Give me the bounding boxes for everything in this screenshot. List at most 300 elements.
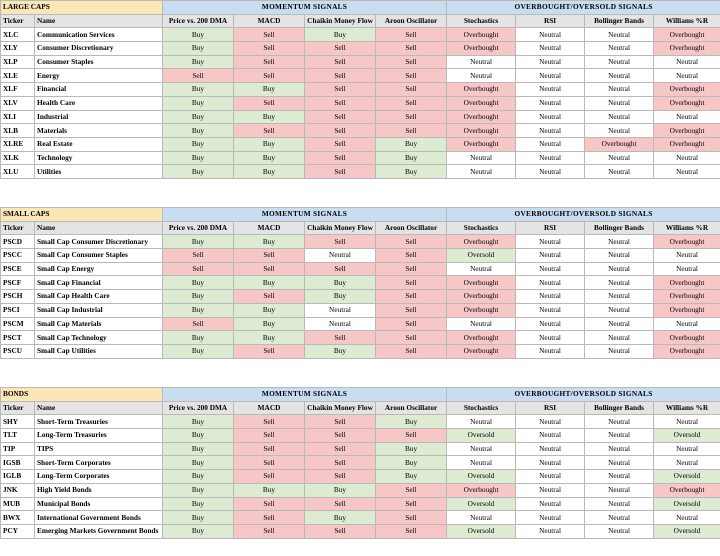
- signal-cell: Neutral: [447, 456, 516, 470]
- name-cell: Small Cap Energy: [35, 262, 163, 276]
- signal-cell: Buy: [163, 42, 234, 56]
- signal-cell: Neutral: [516, 55, 585, 69]
- signal-cell: Buy: [163, 137, 234, 151]
- signal-cell: Neutral: [654, 151, 720, 165]
- signal-cell: Oversold: [654, 470, 720, 484]
- signal-cell: Sell: [376, 344, 447, 358]
- signal-cell: Neutral: [516, 290, 585, 304]
- signal-cell: Neutral: [516, 303, 585, 317]
- signal-cell: Buy: [234, 137, 305, 151]
- signal-column-header: Stochastics: [447, 14, 516, 28]
- signal-cell: Sell: [305, 456, 376, 470]
- name-cell: Consumer Discretionary: [35, 42, 163, 56]
- signal-cell: Sell: [234, 96, 305, 110]
- signal-cell: Sell: [376, 303, 447, 317]
- signal-cell: Sell: [376, 249, 447, 263]
- signal-cell: Buy: [163, 511, 234, 525]
- signal-cell: Overbought: [654, 137, 720, 151]
- momentum-group-header: MOMENTUM SIGNALS: [163, 1, 447, 15]
- signal-cell: Neutral: [585, 429, 654, 443]
- table-row: [1, 42, 720, 56]
- signal-cell: Sell: [376, 511, 447, 525]
- signal-column-header: Stochastics: [447, 401, 516, 415]
- signal-cell: Overbought: [447, 290, 516, 304]
- signal-cell: Oversold: [654, 497, 720, 511]
- signal-cell: Neutral: [654, 456, 720, 470]
- name-cell: TIPS: [35, 442, 163, 456]
- ticker-cell: JNK: [1, 483, 35, 497]
- signal-cell: Sell: [376, 42, 447, 56]
- signal-cell: Buy: [305, 290, 376, 304]
- name-cell: Small Cap Health Care: [35, 290, 163, 304]
- signal-cell: Buy: [163, 55, 234, 69]
- signal-cell: Overbought: [654, 83, 720, 97]
- signal-cell: Sell: [234, 415, 305, 429]
- name-cell: Municipal Bonds: [35, 497, 163, 511]
- signal-cell: Sell: [234, 55, 305, 69]
- signal-cell: Overbought: [447, 331, 516, 345]
- ticker-cell: XLE: [1, 69, 35, 83]
- signal-cell: Overbought: [447, 303, 516, 317]
- signal-cell: Buy: [163, 497, 234, 511]
- signal-cell: Neutral: [516, 497, 585, 511]
- overbought-group-header: OVERBOUGHT/OVERSOLD SIGNALS: [447, 388, 720, 402]
- signal-cell: Sell: [234, 69, 305, 83]
- signal-cell: Neutral: [447, 151, 516, 165]
- signal-cell: Buy: [163, 483, 234, 497]
- overbought-group-header: OVERBOUGHT/OVERSOLD SIGNALS: [447, 208, 720, 222]
- table-row: [1, 235, 720, 249]
- signal-cell: Sell: [376, 69, 447, 83]
- signal-cell: Neutral: [654, 110, 720, 124]
- signal-cell: Oversold: [447, 249, 516, 263]
- signal-cell: Neutral: [516, 442, 585, 456]
- signal-cell: Sell: [305, 137, 376, 151]
- signal-cell: Buy: [234, 276, 305, 290]
- signal-cell: Neutral: [585, 497, 654, 511]
- table-row: [1, 290, 720, 304]
- column-header-row: [1, 14, 720, 28]
- name-cell: Emerging Markets Government Bonds: [35, 524, 163, 538]
- signal-cell: Buy: [234, 331, 305, 345]
- signal-cell: Sell: [234, 497, 305, 511]
- signal-cell: Overbought: [447, 235, 516, 249]
- signal-cell: Neutral: [654, 415, 720, 429]
- ticker-cell: XLI: [1, 110, 35, 124]
- signal-cell: Buy: [163, 344, 234, 358]
- table-row: [1, 151, 720, 165]
- signal-cell: Neutral: [516, 151, 585, 165]
- signal-cell: Sell: [234, 28, 305, 42]
- signal-cell: Neutral: [585, 511, 654, 525]
- name-cell: Materials: [35, 124, 163, 138]
- signal-cell: Neutral: [516, 262, 585, 276]
- ticker-cell: PSCI: [1, 303, 35, 317]
- ticker-cell: XLY: [1, 42, 35, 56]
- table-row: [1, 137, 720, 151]
- signal-cell: Sell: [234, 344, 305, 358]
- table-row: [1, 331, 720, 345]
- signal-cell: Sell: [376, 483, 447, 497]
- table-row: [1, 69, 720, 83]
- signal-cell: Sell: [376, 83, 447, 97]
- signal-cell: Oversold: [447, 429, 516, 443]
- signal-cell: Neutral: [516, 42, 585, 56]
- table-row: [1, 470, 720, 484]
- table-row: [1, 165, 720, 179]
- signal-cell: Neutral: [585, 290, 654, 304]
- signal-cell: Neutral: [516, 137, 585, 151]
- signals-table: [0, 387, 720, 539]
- table-row: [1, 511, 720, 525]
- name-cell: Small Cap Consumer Staples: [35, 249, 163, 263]
- signal-column-header: Bollinger Bands: [585, 14, 654, 28]
- signal-column-header: RSI: [516, 14, 585, 28]
- table-row: [1, 483, 720, 497]
- signal-cell: Neutral: [585, 165, 654, 179]
- signal-cell: Sell: [305, 124, 376, 138]
- signal-cell: Neutral: [585, 69, 654, 83]
- name-cell: Long-Term Corporates: [35, 470, 163, 484]
- signal-cell: Overbought: [447, 483, 516, 497]
- signal-cell: Sell: [305, 524, 376, 538]
- signal-cell: Overbought: [654, 303, 720, 317]
- signal-column-header: Chaikin Money Flow: [305, 401, 376, 415]
- signal-cell: Overbought: [447, 124, 516, 138]
- ticker-column-header: Ticker: [1, 401, 35, 415]
- signal-column-header: Bollinger Bands: [585, 221, 654, 235]
- signal-cell: Oversold: [654, 429, 720, 443]
- signal-cell: Sell: [163, 69, 234, 83]
- signal-cell: Overbought: [447, 344, 516, 358]
- signal-cell: Buy: [305, 511, 376, 525]
- signal-cell: Buy: [163, 124, 234, 138]
- name-column-header: Name: [35, 221, 163, 235]
- signal-cell: Buy: [305, 276, 376, 290]
- signal-cell: Sell: [376, 317, 447, 331]
- signal-cell: Sell: [234, 524, 305, 538]
- name-cell: Long-Term Treasuries: [35, 429, 163, 443]
- signal-cell: Neutral: [585, 276, 654, 290]
- ticker-cell: TLT: [1, 429, 35, 443]
- signal-cell: Neutral: [585, 55, 654, 69]
- signal-cell: Buy: [305, 28, 376, 42]
- signal-cell: Neutral: [516, 96, 585, 110]
- signal-cell: Neutral: [585, 442, 654, 456]
- signal-cell: Sell: [305, 55, 376, 69]
- signal-cell: Neutral: [585, 235, 654, 249]
- signal-cell: Sell: [305, 235, 376, 249]
- ticker-column-header: Ticker: [1, 221, 35, 235]
- signal-cell: Sell: [305, 470, 376, 484]
- signal-cell: Sell: [305, 69, 376, 83]
- signal-cell: Overbought: [654, 42, 720, 56]
- signal-cell: Sell: [376, 96, 447, 110]
- name-cell: Small Cap Financial: [35, 276, 163, 290]
- signal-cell: Neutral: [585, 456, 654, 470]
- signal-cell: Neutral: [447, 415, 516, 429]
- name-cell: Communication Services: [35, 28, 163, 42]
- signal-cell: Overbought: [654, 28, 720, 42]
- signal-cell: Neutral: [516, 83, 585, 97]
- signal-cell: Neutral: [585, 124, 654, 138]
- signal-column-header: Stochastics: [447, 221, 516, 235]
- signal-cell: Buy: [163, 28, 234, 42]
- name-cell: Real Estate: [35, 137, 163, 151]
- signal-cell: Neutral: [516, 415, 585, 429]
- signal-cell: Sell: [305, 110, 376, 124]
- signal-cell: Buy: [376, 470, 447, 484]
- ticker-cell: PCY: [1, 524, 35, 538]
- signal-cell: Buy: [305, 344, 376, 358]
- signal-cell: Overbought: [654, 96, 720, 110]
- signals-table: [0, 207, 720, 359]
- signal-cell: Overbought: [447, 96, 516, 110]
- ticker-cell: SHY: [1, 415, 35, 429]
- ticker-cell: XLF: [1, 83, 35, 97]
- signal-column-header: Chaikin Money Flow: [305, 14, 376, 28]
- signal-cell: Neutral: [516, 470, 585, 484]
- table-row: [1, 344, 720, 358]
- signal-cell: Sell: [163, 262, 234, 276]
- signal-cell: Buy: [163, 456, 234, 470]
- signal-cell: Neutral: [516, 317, 585, 331]
- signal-column-header: Williams %R: [654, 221, 720, 235]
- ticker-cell: PSCH: [1, 290, 35, 304]
- signal-cell: Overbought: [654, 483, 720, 497]
- signal-cell: Sell: [305, 42, 376, 56]
- signal-cell: Sell: [305, 442, 376, 456]
- table-row: [1, 415, 720, 429]
- signal-cell: Neutral: [305, 249, 376, 263]
- signal-column-header: Aroon Oscillator: [376, 221, 447, 235]
- signal-cell: Sell: [234, 511, 305, 525]
- signal-cell: Sell: [234, 262, 305, 276]
- signal-column-header: Chaikin Money Flow: [305, 221, 376, 235]
- name-column-header: Name: [35, 14, 163, 28]
- ticker-cell: XLRE: [1, 137, 35, 151]
- signal-cell: Neutral: [447, 69, 516, 83]
- table-row: [1, 317, 720, 331]
- signal-cell: Sell: [376, 110, 447, 124]
- signal-cell: Sell: [376, 28, 447, 42]
- signal-cell: Buy: [234, 151, 305, 165]
- signal-cell: Buy: [163, 524, 234, 538]
- signal-cell: Neutral: [516, 456, 585, 470]
- signal-cell: Overbought: [447, 28, 516, 42]
- table-row: [1, 28, 720, 42]
- signal-cell: Neutral: [585, 331, 654, 345]
- signal-cell: Neutral: [654, 442, 720, 456]
- signal-cell: Sell: [305, 331, 376, 345]
- name-cell: Financial: [35, 83, 163, 97]
- signal-cell: Neutral: [516, 483, 585, 497]
- signal-cell: Sell: [305, 262, 376, 276]
- table-row: [1, 497, 720, 511]
- table-row: [1, 249, 720, 263]
- signal-cell: Neutral: [654, 262, 720, 276]
- group-header-row: [1, 1, 720, 15]
- signal-cell: Neutral: [654, 69, 720, 83]
- signal-cell: Neutral: [585, 110, 654, 124]
- signal-cell: Neutral: [447, 262, 516, 276]
- name-cell: Consumer Staples: [35, 55, 163, 69]
- signal-cell: Oversold: [447, 470, 516, 484]
- signal-column-header: Price vs. 200 DMA: [163, 221, 234, 235]
- signal-cell: Overbought: [447, 42, 516, 56]
- signal-cell: Neutral: [516, 344, 585, 358]
- name-cell: Health Care: [35, 96, 163, 110]
- signal-cell: Sell: [305, 96, 376, 110]
- ticker-cell: XLV: [1, 96, 35, 110]
- signal-cell: Buy: [234, 303, 305, 317]
- signal-cell: Neutral: [654, 249, 720, 263]
- signal-cell: Buy: [163, 303, 234, 317]
- signal-cell: Neutral: [585, 317, 654, 331]
- signal-cell: Buy: [376, 165, 447, 179]
- signal-cell: Sell: [305, 83, 376, 97]
- signal-cell: Neutral: [585, 151, 654, 165]
- signal-cell: Neutral: [585, 262, 654, 276]
- table-row: [1, 55, 720, 69]
- signal-cell: Neutral: [585, 344, 654, 358]
- signal-cell: Sell: [376, 331, 447, 345]
- ticker-column-header: Ticker: [1, 14, 35, 28]
- signal-cell: Sell: [305, 151, 376, 165]
- ticker-cell: PSCD: [1, 235, 35, 249]
- signal-column-header: Aroon Oscillator: [376, 14, 447, 28]
- signal-cell: Buy: [163, 290, 234, 304]
- signal-cell: Buy: [234, 110, 305, 124]
- signal-cell: Neutral: [585, 483, 654, 497]
- signal-cell: Buy: [234, 165, 305, 179]
- table-row: [1, 124, 720, 138]
- signal-column-header: Aroon Oscillator: [376, 401, 447, 415]
- table-row: [1, 303, 720, 317]
- signal-cell: Buy: [234, 235, 305, 249]
- table-row: [1, 83, 720, 97]
- table-row: [1, 110, 720, 124]
- signal-cell: Neutral: [585, 249, 654, 263]
- signals-section: [0, 387, 720, 539]
- signal-cell: Sell: [234, 42, 305, 56]
- table-row: [1, 524, 720, 538]
- signal-cell: Neutral: [305, 303, 376, 317]
- signal-cell: Overbought: [654, 344, 720, 358]
- signal-cell: Sell: [376, 429, 447, 443]
- signal-cell: Neutral: [585, 83, 654, 97]
- signal-cell: Neutral: [654, 55, 720, 69]
- signals-table: [0, 0, 720, 179]
- signal-cell: Buy: [163, 429, 234, 443]
- signal-cell: Sell: [234, 456, 305, 470]
- signal-cell: Sell: [234, 470, 305, 484]
- signal-cell: Neutral: [516, 69, 585, 83]
- signal-cell: Neutral: [516, 276, 585, 290]
- table-row: [1, 276, 720, 290]
- signal-cell: Buy: [163, 276, 234, 290]
- ticker-cell: PSCU: [1, 344, 35, 358]
- signal-cell: Overbought: [654, 276, 720, 290]
- signal-cell: Sell: [376, 524, 447, 538]
- name-cell: High Yield Bonds: [35, 483, 163, 497]
- signal-cell: Buy: [163, 96, 234, 110]
- signal-cell: Buy: [376, 415, 447, 429]
- signal-cell: Sell: [234, 442, 305, 456]
- signal-cell: Neutral: [516, 28, 585, 42]
- name-cell: Small Cap Technology: [35, 331, 163, 345]
- group-header-row: [1, 208, 720, 222]
- signal-cell: Neutral: [654, 511, 720, 525]
- signal-cell: Overbought: [654, 235, 720, 249]
- ticker-cell: IGLB: [1, 470, 35, 484]
- signal-cell: Sell: [234, 249, 305, 263]
- column-header-row: [1, 401, 720, 415]
- signal-cell: Sell: [376, 276, 447, 290]
- ticker-cell: PSCT: [1, 331, 35, 345]
- signal-cell: Neutral: [516, 429, 585, 443]
- signal-cell: Neutral: [516, 331, 585, 345]
- name-cell: Short-Term Treasuries: [35, 415, 163, 429]
- signal-cell: Neutral: [585, 303, 654, 317]
- signal-cell: Buy: [376, 151, 447, 165]
- signal-cell: Neutral: [305, 317, 376, 331]
- momentum-group-header: MOMENTUM SIGNALS: [163, 208, 447, 222]
- signal-cell: Buy: [163, 442, 234, 456]
- signal-cell: Sell: [163, 249, 234, 263]
- momentum-group-header: MOMENTUM SIGNALS: [163, 388, 447, 402]
- section-title: BONDS: [1, 388, 163, 402]
- ticker-cell: XLP: [1, 55, 35, 69]
- column-header-row: [1, 221, 720, 235]
- signal-cell: Neutral: [585, 28, 654, 42]
- ticker-cell: TIP: [1, 442, 35, 456]
- signal-cell: Overbought: [654, 124, 720, 138]
- name-column-header: Name: [35, 401, 163, 415]
- signal-cell: Neutral: [447, 442, 516, 456]
- signal-cell: Neutral: [585, 470, 654, 484]
- signal-cell: Neutral: [516, 235, 585, 249]
- signal-cell: Sell: [234, 429, 305, 443]
- signal-cell: Neutral: [516, 110, 585, 124]
- signal-cell: Buy: [376, 442, 447, 456]
- signal-cell: Buy: [163, 110, 234, 124]
- signal-cell: Neutral: [516, 524, 585, 538]
- signal-cell: Neutral: [447, 317, 516, 331]
- signal-cell: Buy: [234, 317, 305, 331]
- signal-cell: Neutral: [516, 249, 585, 263]
- signal-cell: Buy: [163, 470, 234, 484]
- signal-cell: Oversold: [447, 497, 516, 511]
- ticker-cell: XLC: [1, 28, 35, 42]
- signal-cell: Buy: [163, 331, 234, 345]
- signals-section: [0, 207, 720, 359]
- signal-cell: Buy: [376, 137, 447, 151]
- table-row: [1, 442, 720, 456]
- signal-cell: Sell: [376, 55, 447, 69]
- signal-cell: Buy: [163, 415, 234, 429]
- signal-cell: Sell: [376, 235, 447, 249]
- name-cell: Small Cap Utilities: [35, 344, 163, 358]
- name-cell: Small Cap Materials: [35, 317, 163, 331]
- overbought-group-header: OVERBOUGHT/OVERSOLD SIGNALS: [447, 1, 720, 15]
- signal-cell: Overbought: [447, 83, 516, 97]
- name-cell: Small Cap Industrial: [35, 303, 163, 317]
- signal-column-header: MACD: [234, 221, 305, 235]
- signal-column-header: MACD: [234, 401, 305, 415]
- signal-cell: Overbought: [654, 331, 720, 345]
- signal-cell: Sell: [305, 165, 376, 179]
